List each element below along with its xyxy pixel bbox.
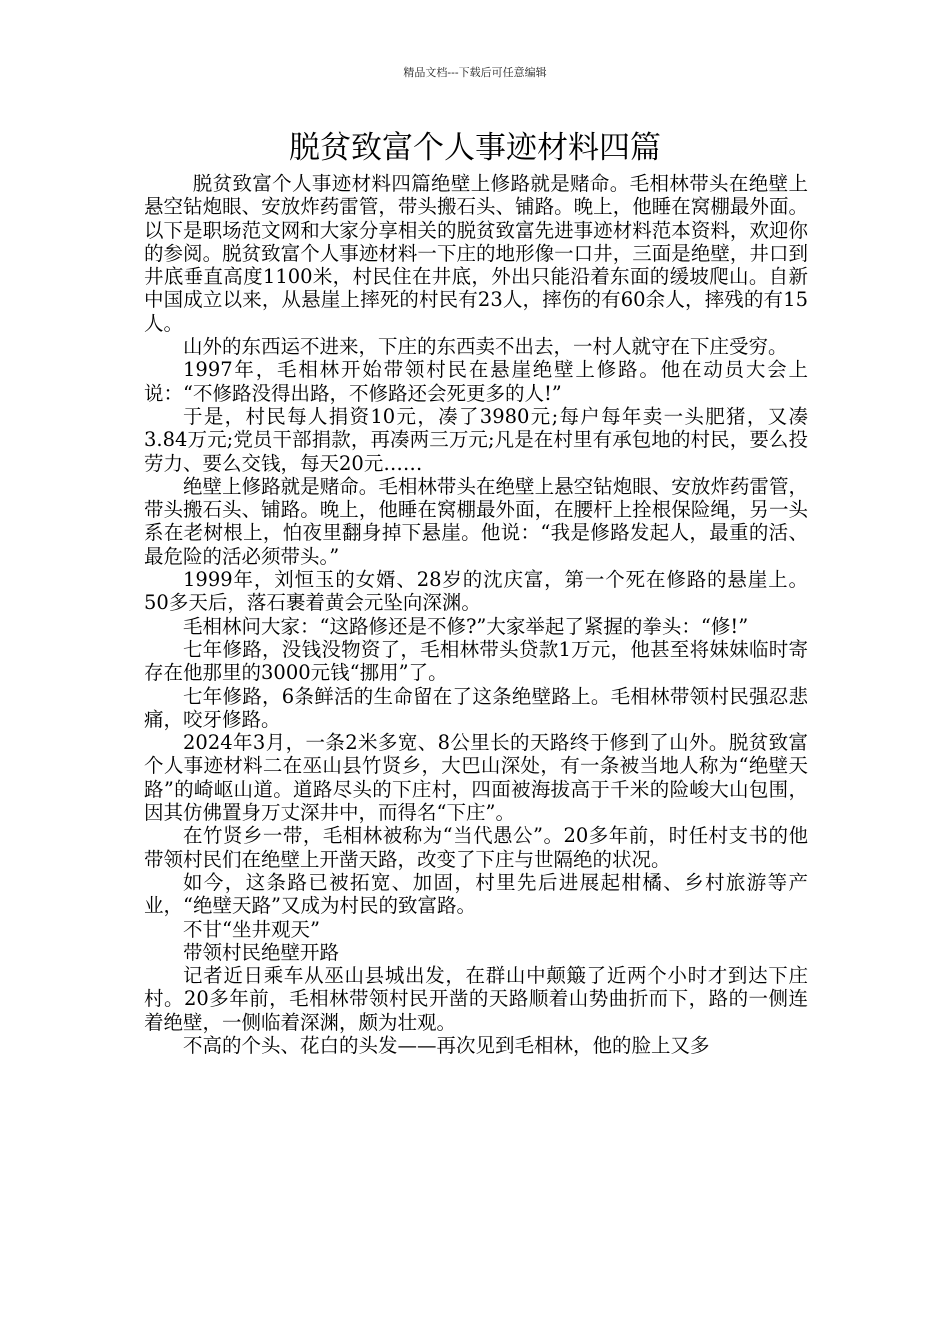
paragraph: 毛相林问大家：“这路修还是不修?”大家举起了紧握的拳头：“修!”: [183, 614, 749, 638]
paragraph: 于是，村民每人捐资10元，凑了3980元;每户每年卖一头肥猪，又凑3.84万元;党员干部捐款，再凑两三万元;凡是在村里有承包地的村民，要么投劳力、要么交钱，每天20元……: [144, 404, 808, 475]
paragraph: 如今，这条路已被拓宽、加固，村里先后进展起柑橘、乡村旅游等产业，“绝壁天路”又成为村民的致富路。: [144, 870, 808, 918]
paragraph: 2024年3月，一条2米多宽、8公里长的天路终于修到了山外。脱贫致富个人事迹材料二在巫山县竹贤乡，大巴山深处，有一条被当地人称为“绝壁天路”的崎岖山道。道路尽头的下庄村，四面被海拔高于千米的险峻大山包围，因其仿佛置身万丈深井中，而得名“下庄”。: [144, 731, 808, 825]
paragraph: 山外的东西运不进来，下庄的东西卖不出去，一村人就守在下庄受穷。: [183, 335, 788, 359]
paragraph: 在竹贤乡一带，毛相林被称为“当代愚公”。20多年前，时任村支书的他带领村民们在绝壁上开凿天路，改变了下庄与世隔绝的状况。: [144, 824, 808, 871]
paragraph: 绝壁上修路就是赌命。毛相林带头在绝壁上悬空钻炮眼、安放炸药雷管，带头搬石头、铺路。晚上，他睡在窝棚最外面，在腰杆上拴根保险绳，另一头系在老树根上，怕夜里翻身掉下悬崖。他说：“我是修路发起人，最重的活、最危险的活必须带头。”: [144, 474, 808, 568]
paragraph: 1997年，毛相林开始带领村民在悬崖绝壁上修路。他在动员大会上说：“不修路没得出路，不修路还会死更多的人!”: [144, 358, 808, 405]
section-heading: 不甘“坐井观天”: [183, 917, 320, 941]
document-title: 脱贫致富个人事迹材料四篇: [289, 130, 661, 166]
section-heading: 带领村民绝壁开路: [183, 940, 340, 964]
paragraph: 不高的个头、花白的头发——再次见到毛相林，他的脸上又多: [183, 1033, 710, 1057]
paragraph: 七年修路，没钱没物资了，毛相林带头贷款1万元，他甚至将妹妹临时寄存在他那里的3000元钱“挪用”了。: [144, 637, 808, 685]
paragraph: 脱贫致富个人事迹材料四篇绝壁上修路就是赌命。毛相林带头在绝壁上悬空钻炮眼、安放炸药雷管，带头搬石头、铺路。晚上，他睡在窝棚最外面。以下是职场范文网和大家分享相关的脱贫致富先进事迹材料范本资料，欢迎你的参阅。脱贫致富个人事迹材料一下庄的地形像一口井，三面是绝壁，井口到井底垂直高度1100米，村民住在井底，外出只能沿着东面的缓坡爬山。自新中国成立以来，从悬崖上摔死的村民有23人，摔伤的有60余人，摔残的有15人。: [144, 172, 808, 335]
paragraph: 七年修路，6条鲜活的生命留在了这条绝壁路上。毛相林带领村民强忍悲痛，咬牙修路。: [144, 684, 808, 731]
document-body: [144, 172, 808, 1057]
paragraph: 记者近日乘车从巫山县城出发，在群山中颠簸了近两个小时才到达下庄村。20多年前，毛相林带领村民开凿的天路顺着山势曲折而下，路的一侧连着绝壁，一侧临着深渊，颇为壮观。: [144, 964, 808, 1034]
paragraph: 1999年，刘恒玉的女婿、28岁的沈庆富，第一个死在修路的悬崖上。50多天后，落石裹着黄会元坠向深渊。: [144, 568, 808, 615]
header-note: 精品文档---下载后可任意编辑: [403, 66, 547, 79]
